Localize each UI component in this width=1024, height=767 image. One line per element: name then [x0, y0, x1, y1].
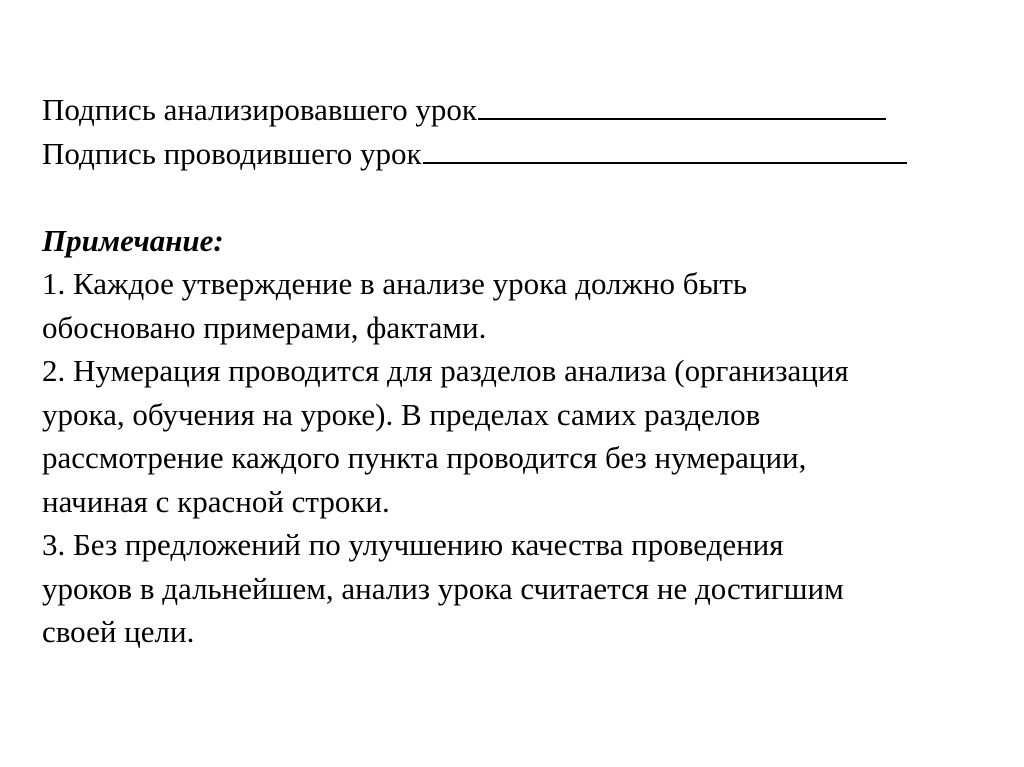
signature-analyzer-line — [478, 92, 886, 120]
note-line: 3. Без предложений по улучшению качества проведения — [42, 527, 784, 562]
note-line: 2. Нумерация проводится для разделов анализа (организация — [42, 353, 849, 388]
signature-analyzer-label: Подпись анализировавшего урок — [42, 92, 477, 127]
note-line: урока, обучения на уроке). В пределах самих разделов — [42, 396, 761, 432]
note-line: обосновано примерами, фактами. — [42, 309, 487, 345]
signature-analyzer-row — [42, 88, 1002, 132]
blank-line — [42, 175, 1002, 219]
note-line: рассмотрение каждого пункта проводится без нумерации, — [42, 440, 807, 475]
document-body — [42, 88, 1002, 654]
note-title: Примечание: — [42, 222, 224, 258]
note-line: уроков в дальнейшем, анализ урока считается не достигшим — [42, 570, 844, 606]
note-line: 1. Каждое утверждение в анализе урока должно быть — [42, 266, 748, 301]
signature-teacher-line — [423, 136, 907, 164]
signature-teacher-label: Подпись проводившего урок — [42, 135, 422, 171]
note-line: своей цели. — [42, 614, 195, 649]
note-line: начиная с красной строки. — [42, 483, 390, 519]
signature-teacher-row — [42, 132, 1002, 176]
